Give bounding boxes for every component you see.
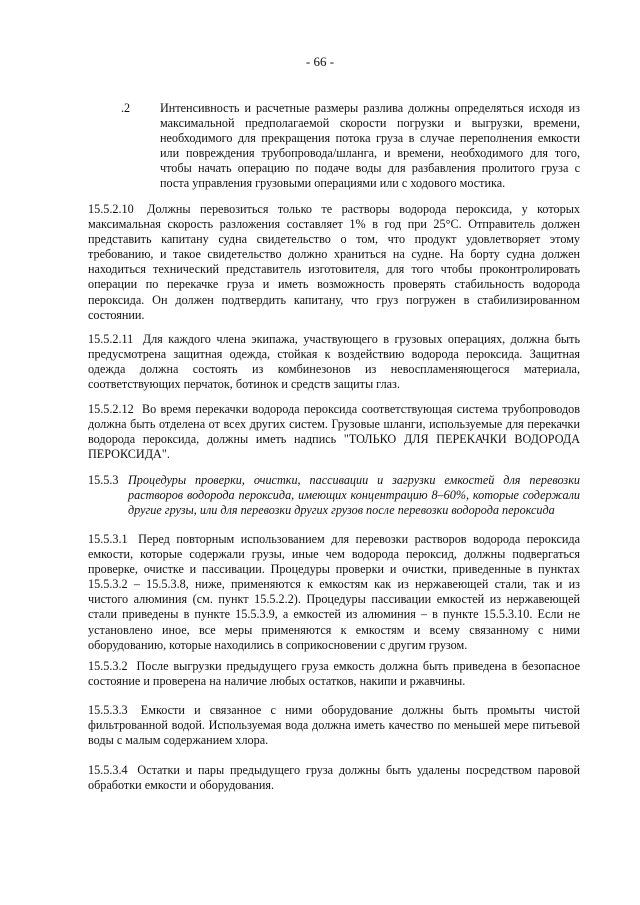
- subparagraph-number: .2: [121, 101, 131, 115]
- paragraph-15-5-3-1: [88, 532, 580, 653]
- subparagraph-text: Интенсивность и расчетные размеры разлива должны определяться исходя из максимальной предполагаемой скорости погрузки и выгрузки, времени, необходимого для прекращения потока груза в случае переполнения емкости или повреждения трубопровода/шланга, и времени, необходимого для того, чтобы начать операцию по подаче воды для разбавления пролитого груза с поста управления грузовыми операциями или с ходового мостика.: [160, 101, 580, 191]
- paragraph-15-5-3-4: [88, 763, 580, 793]
- paragraph-number: 15.5.2.11: [88, 332, 134, 346]
- paragraph-15-5-3-3: [88, 703, 580, 748]
- paragraph-number: 15.5.2.10: [88, 202, 134, 216]
- paragraph-text: Емкости и связанное с ними оборудование должны быть промыты чистой фильтрованной водой. Используемая вода должна иметь качество по меньшей мере питьевой воды с малым содержанием хлора.: [88, 703, 581, 748]
- section-heading-number: 15.5.3: [88, 473, 119, 487]
- paragraph-text: Для каждого члена экипажа, участвующего в грузовых операциях, должна быть предусмотрена защитная одежда, стойкая к воздействию водорода пероксида. Защитная одежда должна состоять из комбинезонов из невоспламеняющегося материала, соответствующих перчаток, ботинок и средств защиты глаз.: [88, 332, 580, 392]
- paragraph-text: Остатки и пары предыдущего груза должны быть удалены посредством паровой обработки емкости и оборудования.: [88, 763, 580, 793]
- paragraph-number: 15.5.2.12: [88, 402, 134, 416]
- paragraph-15-5-2-11: [88, 332, 580, 392]
- paragraph-text: После выгрузки предыдущего груза емкость должна быть приведена в безопасное состояние и проверена на наличие любых остатков, накипи и ржавчины.: [88, 659, 580, 689]
- paragraph-number: 15.5.3.2: [88, 659, 128, 673]
- paragraph-text: Во время перекачки водорода пероксида соответствующая система трубопроводов должна быть отделена от всех других систем. Грузовые шланги, используемые для перекачки водорода пероксида, должны иметь надпись "ТОЛЬКО ДЛЯ ПЕРЕКАЧКИ ВОДОРОДА ПЕРОКСИДА".: [88, 402, 580, 462]
- paragraph-15-5-2-10: [88, 202, 580, 323]
- paragraph-15-5-2-12: [88, 402, 580, 462]
- paragraph-number: 15.5.3.1: [88, 532, 128, 546]
- paragraph-15-5-3-2: [88, 659, 580, 689]
- paragraph-text: Должны перевозиться только те растворы водорода пероксида, у которых максимальная скорость разложения составляет 1% в год при 25°C. Отправитель должен представить капитану судна свидетельство о том, что продукт удовлетворяет этому требованию, и такое свидетельство должно храниться на судне. На борту судна должен находиться технический представитель изготовителя, для того чтобы проконтролировать операции по перекачке груза и иметь возможность проверять стабильность водорода пероксида. Он должен подтвердить капитану, что груз погружен в стабилизированном состоянии.: [88, 202, 580, 322]
- paragraph-text: Перед повторным использованием для перевозки растворов водорода пероксида емкости, которые содержали грузы, иные чем водорода пероксид, должны подвергаться проверке, очистке и пассивации. Процедуры проверки и очистки, приведенные в пунктах 15.5.3.2 – 15.5.3.8, ниже, применяются к емкостям как из нержавеющей стали, так и из чистого алюминия (см. пункт 15.5.2.2). Процедуры пассивации емкостей из нержавеющей стали приведены в пункте 15.5.3.9, а емкостей из алюминия – в пункте 15.5.3.10. Если не установлено иное, все меры применяются к емкостям и всему связанному с ними оборудованию, которые находились в соприкосновении с другим грузом.: [88, 532, 581, 652]
- section-heading-text: Процедуры проверки, очистки, пассивации и загрузки емкостей для перевозки растворов водорода пероксида, имеющих концентрацию 8–60%, которые содержали другие грузы, или для перевозки других грузов после перевозки водорода пероксида: [128, 473, 580, 518]
- paragraph-number: 15.5.3.3: [88, 703, 128, 717]
- page-number: - 66 -: [305, 54, 335, 69]
- paragraph-number: 15.5.3.4: [88, 763, 128, 777]
